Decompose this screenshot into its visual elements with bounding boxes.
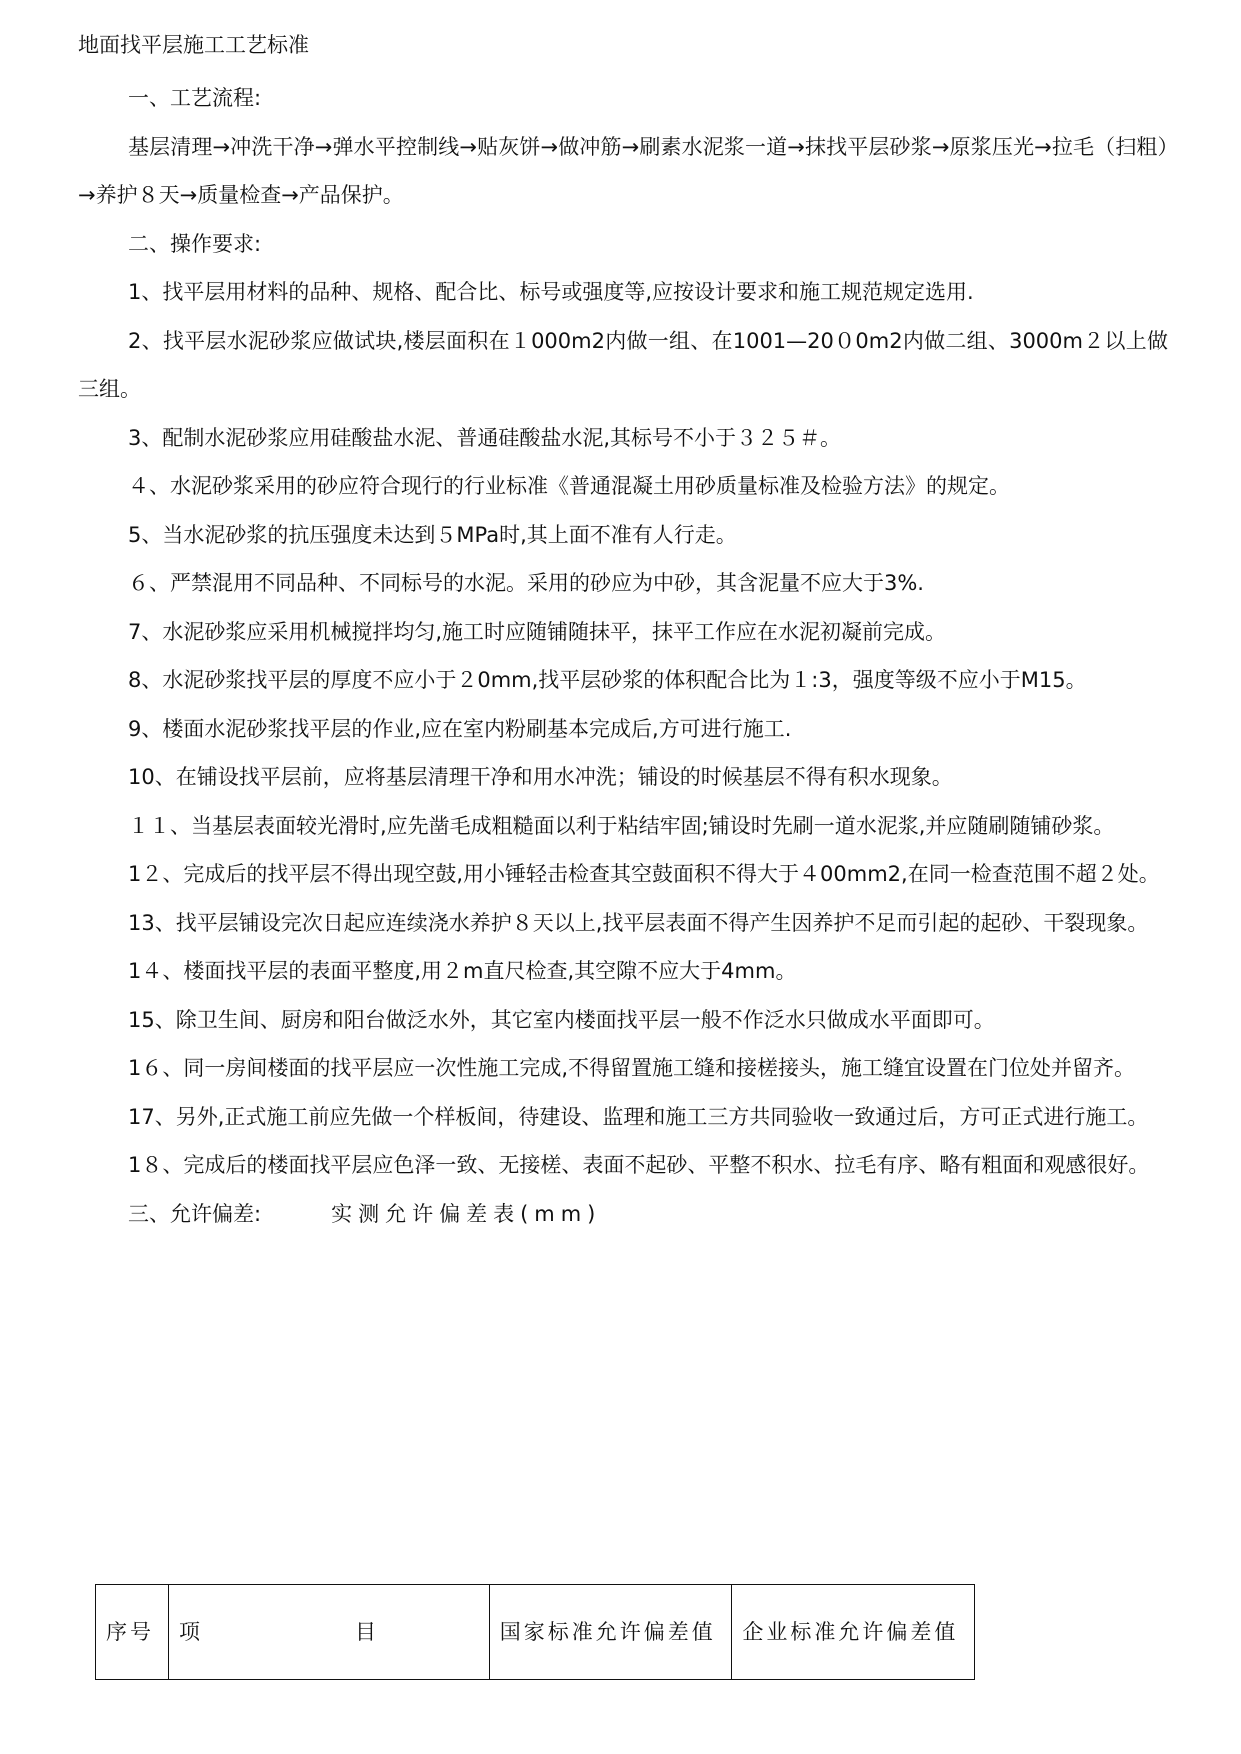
requirement-item-1: 1、找平层用材料的品种、规格、配合比、标号或强度等,应按设计要求和施工规范规定选用. (128, 280, 974, 304)
requirement-item-6: ６、严禁混用不同品种、不同标号的水泥。采用的砂应为中砂，其含泥量不应大于3%. (128, 571, 924, 595)
requirement-item-3: 3、配制水泥砂浆应用硅酸盐水泥、普通硅酸盐水泥,其标号不小于３２５＃。 (128, 425, 842, 450)
header-item-left: 项 (178, 1620, 203, 1644)
header-enterprise-standard: 企业标准允许偏差值 (732, 1585, 975, 1680)
requirement-item-15: 15、除卫生间、厨房和阳台做泛水外，其它室内楼面找平层一般不作泛水只做成水平面即可。 (128, 1007, 995, 1032)
deviation-table (95, 1584, 975, 1680)
header-serial-number: 序号 (96, 1585, 169, 1680)
section-one-heading: 一、工艺流程: (128, 86, 262, 110)
requirement-item-7: 7、水泥砂浆应采用机械搅拌均匀,施工时应随铺随抹平，抹平工作应在水泥初凝前完成。 (128, 619, 947, 644)
requirement-item-9: 9、楼面水泥砂浆找平层的作业,应在室内粉刷基本完成后,方可进行施工. (128, 716, 792, 741)
requirement-item-14: 1４、楼面找平层的表面平整度,用２m直尺检查,其空隙不应大于4mm。 (128, 959, 797, 983)
header-item (168, 1585, 489, 1680)
document-body (78, 74, 1168, 1238)
section-two-heading: 二、操作要求: (128, 231, 262, 256)
requirement-item-17: 17、另外,正式施工前应先做一个样板间，待建设、监理和施工三方共同验收一致通过后，方可正式进行施工。 (128, 1104, 1149, 1129)
requirement-item-13: 13、找平层铺设完次日起应连续浇水养护８天以上,找平层表面不得产生因养护不足而引起的起砂、干裂现象。 (128, 910, 1149, 935)
header-item-right: 目 (354, 1620, 379, 1644)
requirement-item-12: 1２、完成后的找平层不得出现空鼓,用小锤轻击检查其空鼓面积不得大于４00mm2,在同一检查范围不超２处。 (128, 862, 1160, 886)
requirement-item-16: 1６、同一房间楼面的找平层应一次性施工完成,不得留置施工缝和接槎接头，施工缝宜设置在门位处并留齐。 (128, 1056, 1136, 1080)
document-title: 地面找平层施工工艺标准 (78, 33, 309, 57)
header-national-standard: 国家标准允许偏差值 (489, 1585, 732, 1680)
section-three-row (78, 1190, 1168, 1239)
table-header-row (96, 1585, 975, 1680)
table-caption: 实测允许偏差表(mm) (331, 1201, 602, 1226)
requirement-item-5: 5、当水泥砂浆的抗压强度未达到５MPa时,其上面不准有人行走。 (128, 522, 737, 547)
requirement-item-4: ４、水泥砂浆采用的砂应符合现行的行业标准《普通混凝土用砂质量标准及检验方法》的规定。 (128, 474, 1010, 498)
section-three-heading: 三、允许偏差: (128, 1201, 262, 1226)
process-flow-paragraph: 基层清理→冲洗干净→弹水平控制线→贴灰饼→做冲筋→刷素水泥浆一道→抹找平层砂浆→原浆压光→拉毛（扫粗）→养护８天→质量检查→产品保护。 (78, 134, 1168, 207)
requirement-item-18: 1８、完成后的楼面找平层应色泽一致、无接槎、表面不起砂、平整不积水、拉毛有序、略有粗面和观感很好。 (128, 1153, 1150, 1177)
requirement-item-10: 10、在铺设找平层前，应将基层清理干净和用水冲洗；铺设的时候基层不得有积水现象。 (128, 765, 953, 789)
requirement-item-2: 2、找平层水泥砂浆应做试块,楼层面积在１000m2内做一组、在1001—20０0m2内做二组、3000m２以上做三组。 (78, 328, 1168, 401)
requirement-item-8: 8、水泥砂浆找平层的厚度不应小于２0mm,找平层砂浆的体积配合比为１:3，强度等级不应小于M15。 (128, 668, 1087, 692)
header-item-label (179, 1613, 379, 1651)
requirement-item-11: １１、当基层表面较光滑时,应先凿毛成粗糙面以利于粘结牢固;铺设时先刷一道水泥浆,并应随刷随铺砂浆。 (128, 813, 1115, 838)
